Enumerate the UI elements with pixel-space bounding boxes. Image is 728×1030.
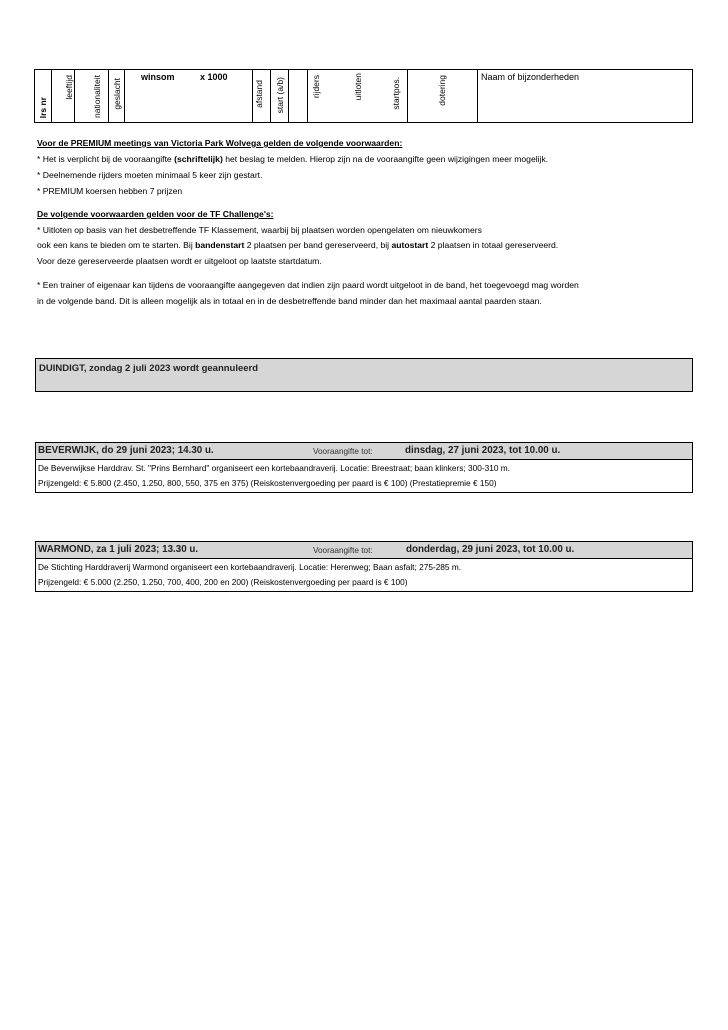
column-header-geslacht: geslacht <box>112 78 122 110</box>
premium-rule-1-text: * Het is verplicht bij de vooraangifte <box>37 154 175 164</box>
column-header-rijders: rijders <box>311 74 321 98</box>
race-prize-money: Prijzengeld: € 5.800 (2.450, 1.250, 800, 550, 375 en 375) (Reiskostenvergoeding per paard is € 100) (Prestatiepremie € 150) <box>38 478 497 488</box>
premium-rule-1-emphasis: (schriftelijk) <box>174 154 223 164</box>
race-block-beverwijk <box>35 442 693 493</box>
challenge-rule-3: Voor deze gereserveerde plaatsen wordt er uitgeloot op laatste startdatum. <box>37 256 322 266</box>
column-divider <box>108 70 109 122</box>
challenge-rule-2-text: ook een kans te bieden om te starten. Bij <box>37 240 196 250</box>
column-divider <box>124 70 125 122</box>
column-header-start: start (a/b) <box>275 76 285 113</box>
column-header-dotering: dotering <box>437 75 447 106</box>
challenge-rule-2-text-end: 2 plaatsen in totaal gereserveerd. <box>428 240 559 250</box>
vooraangifte-label: Vooraangifte tot: <box>313 546 373 555</box>
race-description: De Beverwijkse Harddrav. St. "Prins Bernhard" organiseert een kortebaandraverij. Locatie: Breestraat; baan klinkers; 300-310 m. <box>38 463 510 473</box>
race-location-date: BEVERWIJK, do 29 juni 2023; 14.30 u. <box>38 445 214 456</box>
vooraangifte-label: Vooraangifte tot: <box>313 447 373 456</box>
vooraangifte-deadline: donderdag, 29 juni 2023, tot 10.00 u. <box>406 544 575 555</box>
challenge-rule-2-autostart: autostart <box>391 240 429 250</box>
column-header-startpos: startpos. <box>391 77 401 110</box>
race-block-warmond <box>35 541 693 592</box>
cancellation-notice <box>35 358 693 392</box>
column-divider <box>407 70 408 122</box>
column-header-leeftijd: leeftijd <box>64 75 74 100</box>
race-description: De Stichting Harddraverij Warmond organiseert een kortebaandraverij. Locatie: Herenweg; Baan asfalt; 275-285 m. <box>38 562 462 572</box>
column-divider <box>51 70 52 122</box>
column-header-afstand: afstand <box>254 80 264 108</box>
premium-rule-1 <box>37 154 548 165</box>
column-divider <box>270 70 271 122</box>
premium-rule-1-text-end: het beslag te melden. Hierop zijn na de vooraangifte geen wijzigingen meer mogelijk. <box>222 154 549 164</box>
premium-heading: Voor de PREMIUM meetings van Victoria Park Wolvega gelden de volgende voorwaarden: <box>37 138 403 148</box>
cancellation-text: DUINDIGT, zondag 2 juli 2023 wordt geannuleerd <box>39 363 259 374</box>
column-header-winsom: winsom <box>141 72 175 82</box>
vooraangifte-deadline: dinsdag, 27 juni 2023, tot 10.00 u. <box>405 445 561 456</box>
challenge-rule-5: in de volgende band. Dit is alleen mogelijk als in totaal en in de desbetreffende band minder dan het maximaal aantal paarden staan. <box>37 296 542 306</box>
column-divider <box>74 70 75 122</box>
premium-rule-3: * PREMIUM koersen hebben 7 prijzen <box>37 186 183 196</box>
column-header-uitloten: uitloten <box>353 72 363 100</box>
column-divider <box>307 70 308 122</box>
race-prize-money: Prijzengeld: € 5.000 (2.250, 1.250, 700, 400, 200 en 200) (Reiskostenvergoeding per paard is € 100) <box>38 577 408 587</box>
column-divider <box>252 70 253 122</box>
column-header-lrs-nr: lrs nr <box>38 96 48 118</box>
challenge-rule-4: * Een trainer of eigenaar kan tijdens de vooraangifte aangegeven dat indien zijn paard wordt uitgeloot in de band, het toegevoegd mag worden <box>37 280 579 290</box>
column-divider <box>288 70 289 122</box>
challenge-rule-2-bandenstart: bandenstart <box>195 240 245 250</box>
column-header-nationaliteit: nationaliteit <box>92 74 102 118</box>
entry-form-header-table <box>34 69 693 123</box>
challenge-heading: De volgende voorwaarden gelden voor de TF Challenge's: <box>37 209 274 219</box>
race-header <box>36 443 692 460</box>
race-header <box>36 542 692 559</box>
race-location-date: WARMOND, za 1 juli 2023; 13.30 u. <box>38 544 199 555</box>
challenge-rule-1: * Uitloten op basis van het desbetreffende TF Klassement, waarbij bij plaatsen worden opengelaten om nieuwkomers <box>37 225 482 235</box>
challenge-rule-2 <box>37 240 558 251</box>
challenge-rule-2-text-mid: 2 plaatsen per band gereserveerd, bij <box>244 240 392 250</box>
premium-rule-2: * Deelnemende rijders moeten minimaal 5 keer zijn gestart. <box>37 170 263 180</box>
column-divider <box>477 70 478 122</box>
column-header-naam: Naam of bijzonderheden <box>481 72 580 82</box>
column-header-x1000: x 1000 <box>200 72 228 82</box>
